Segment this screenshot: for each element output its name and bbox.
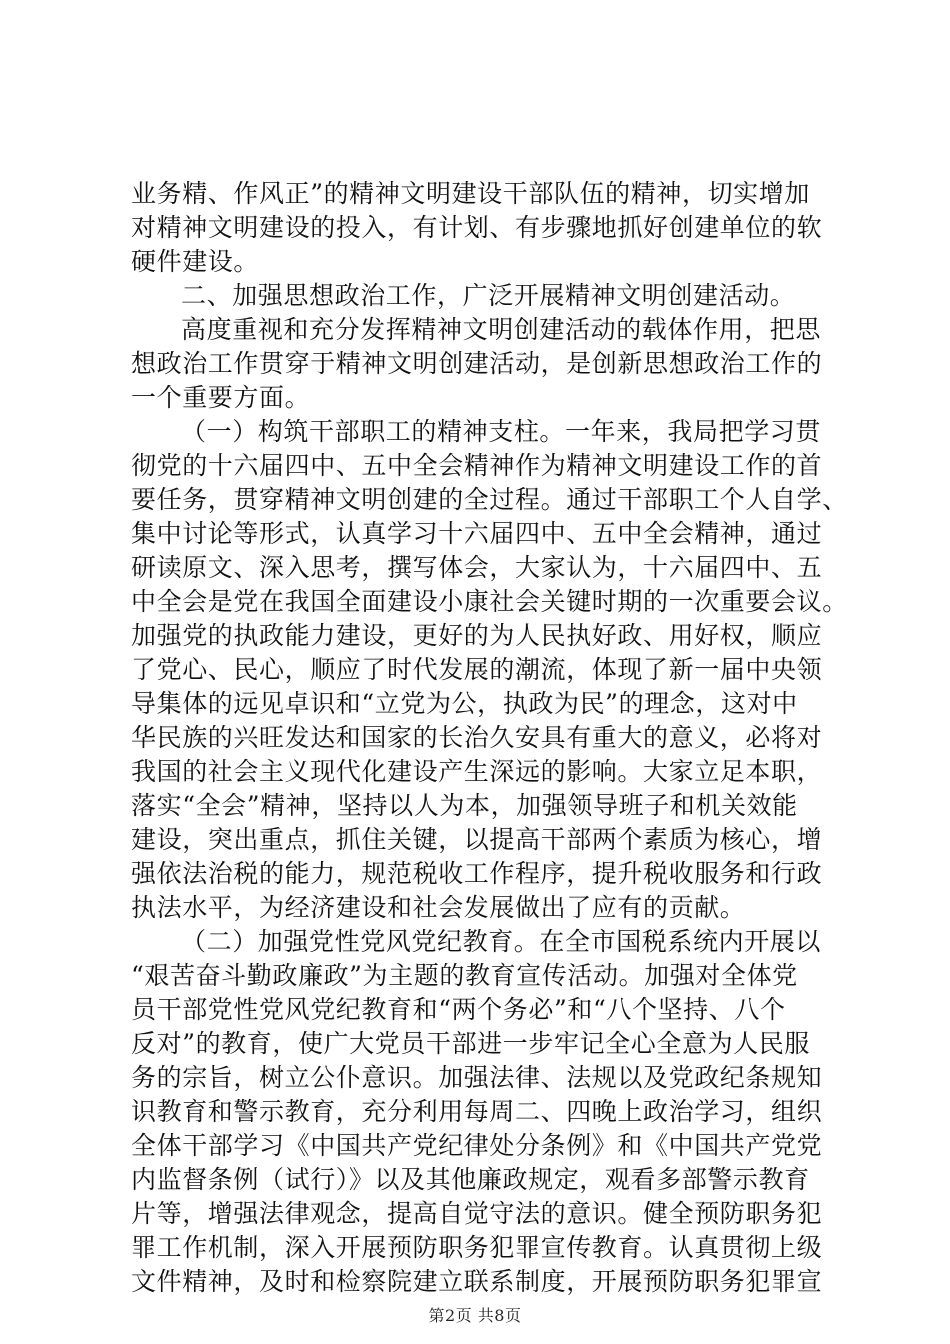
text-line: 内监督条例（试行）》以及其他廉政规定，观看多部警示教育 bbox=[131, 1165, 810, 1194]
text-line: 员干部党性党风党纪教育和“两个务必”和“八个坚持、八个 bbox=[131, 995, 786, 1024]
text-line: 华民族的兴旺发达和国家的长治久安具有重大的意义，必将对 bbox=[131, 723, 823, 752]
text-line: 建设，突出重点，抓住关键，以提高干部两个素质为核心，增 bbox=[131, 825, 823, 854]
text-line: 落实“全会”精神，坚持以人为本，加强领导班子和机关效能 bbox=[131, 791, 798, 820]
text-line: 全体干部学习《中国共产党纪律处分条例》和《中国共产党党 bbox=[131, 1131, 823, 1160]
text-line: 集中讨论等形式，认真学习十六届四中、五中全会精神，通过 bbox=[131, 519, 823, 548]
text-line: 了党心、民心，顺应了时代发展的潮流，体现了新一届中央领 bbox=[131, 655, 823, 684]
text-line: 硬件建设。 bbox=[131, 247, 260, 276]
text-line: 彻党的十六届四中、五中全会精神作为精神文明建设工作的首 bbox=[131, 451, 823, 480]
text-line: 反对”的教育，使广大党员干部进一步牢记全心全意为人民服 bbox=[131, 1029, 810, 1058]
text-line: 要任务，贯穿精神文明创建的全过程。通过干部职工个人自学、 bbox=[131, 485, 848, 514]
text-line: 对精神文明建设的投入，有计划、有步骤地抓好创建单位的软 bbox=[131, 213, 823, 242]
text-line: 中全会是党在我国全面建设小康社会关键时期的一次重要会议。 bbox=[131, 587, 848, 616]
text-line: 加强党的执政能力建设，更好的为人民执好政、用好权，顺应 bbox=[131, 621, 823, 650]
section-heading: 二、加强思想政治工作，广泛开展精神文明创建活动。 bbox=[181, 281, 796, 310]
text-line: 文件精神，及时和检察院建立联系制度，开展预防职务犯罪宣 bbox=[131, 1267, 823, 1296]
text-line: 罪工作机制，深入开展预防职务犯罪宣传教育。认真贯彻上级 bbox=[131, 1233, 823, 1262]
text-line: 识教育和警示教育，充分利用每周二、四晚上政治学习，组织 bbox=[131, 1097, 823, 1126]
page-number-footer: 第2页 共8页 bbox=[428, 1306, 522, 1325]
text-line: 高度重视和充分发挥精神文明创建活动的载体作用，把思 bbox=[181, 315, 822, 344]
text-line: “艰苦奋斗勤政廉政”为主题的教育宣传活动。加强对全体党 bbox=[131, 961, 798, 990]
text-line: 执法水平，为经济建设和社会发展做出了应有的贡献。 bbox=[131, 893, 746, 922]
text-line: （一）构筑干部职工的精神支柱。一年来，我局把学习贯 bbox=[181, 417, 822, 446]
text-line: 一个重要方面。 bbox=[131, 383, 311, 412]
text-line: 片等，增强法律观念，提高自觉守法的意识。健全预防职务犯 bbox=[131, 1199, 823, 1228]
text-line: 想政治工作贯穿于精神文明创建活动，是创新思想政治工作的 bbox=[131, 349, 823, 378]
text-line: 研读原文、深入思考，撰写体会，大家认为，十六届四中、五 bbox=[131, 553, 823, 582]
text-line: （二）加强党性党风党纪教育。在全市国税系统内开展以 bbox=[181, 927, 822, 956]
text-line: 务的宗旨，树立公仆意识。加强法律、法规以及党政纪条规知 bbox=[131, 1063, 823, 1092]
text-line: 强依法治税的能力，规范税收工作程序，提升税收服务和行政 bbox=[131, 859, 823, 888]
text-line: 导集体的远见卓识和“立党为公，执政为民”的理念，这对中 bbox=[131, 689, 798, 718]
text-line: 业务精、作风正”的精神文明建设干部队伍的精神，切实增加 bbox=[131, 179, 810, 208]
text-line: 我国的社会主义现代化建设产生深远的影响。大家立足本职， bbox=[131, 757, 823, 786]
